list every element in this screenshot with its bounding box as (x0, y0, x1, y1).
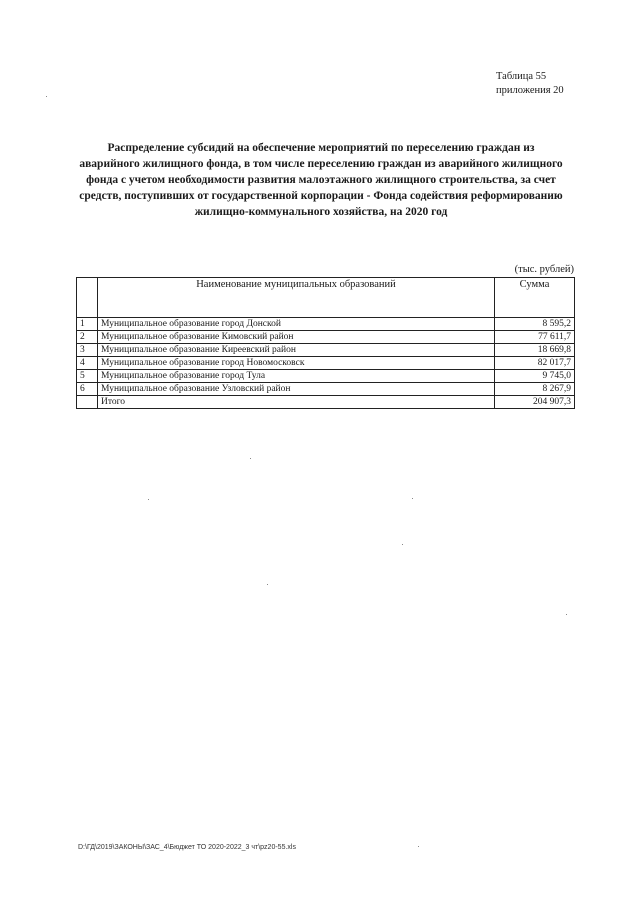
row-sum: 77 611,7 (495, 331, 575, 344)
table-row (77, 344, 575, 357)
table-row (77, 331, 575, 344)
scan-speck (148, 499, 149, 500)
row-number: 6 (77, 383, 98, 396)
scan-speck (250, 458, 251, 459)
scan-speck (566, 614, 567, 615)
row-sum: 9 745,0 (495, 370, 575, 383)
total-row (77, 396, 575, 409)
scan-speck (412, 498, 413, 499)
table-number: Таблица 55 (496, 71, 547, 82)
table-header-row (77, 278, 575, 318)
row-number: 5 (77, 370, 98, 383)
row-sum: 8 595,2 (495, 318, 575, 331)
row-number: 4 (77, 357, 98, 370)
table-row (77, 370, 575, 383)
file-path: D:\ГД\2019\ЗАКОНЫ\ЗАС_4\Бюджет ТО 2020-2022_3 чт\рz20-55.xls (78, 844, 296, 851)
row-number: 1 (77, 318, 98, 331)
document-title: Распределение субсидий на обеспечение мероприятий по переселению граждан из аварийного жилищного фонда, в том числе переселению граждан из аварийного жилищного фонда с учетом необходимости развития малоэтажного жилищного строительства, за счет средств, поступивших от государственной корпорации - Фонда содействия реформированию жилищно-коммунального хозяйства, на 2020 год (79, 142, 563, 218)
row-sum: 18 669,8 (495, 344, 575, 357)
scan-speck (46, 96, 47, 97)
table-row (77, 318, 575, 331)
total-sum: 204 907,3 (495, 396, 575, 409)
row-sum: 82 017,7 (495, 357, 575, 370)
column-header-sum: Сумма (495, 278, 575, 318)
appendix-label: приложения 20 (496, 85, 564, 96)
row-name: Муниципальное образование город Тула (98, 370, 495, 383)
row-number: 3 (77, 344, 98, 357)
row-name: Муниципальное образование город Донской (98, 318, 495, 331)
row-name: Муниципальное образование город Новомосковск (98, 357, 495, 370)
row-number: 2 (77, 331, 98, 344)
total-label: Итого (98, 396, 495, 409)
table-row (77, 383, 575, 396)
row-name: Муниципальное образование Узловский район (98, 383, 495, 396)
scan-speck (267, 584, 268, 585)
scan-speck (402, 544, 403, 545)
units-label: (тыс. рублей) (514, 264, 574, 275)
table-reference (496, 70, 564, 98)
row-name: Муниципальное образование Киреевский район (98, 344, 495, 357)
scan-speck (418, 846, 419, 847)
total-number-cell (77, 396, 98, 409)
distribution-table (76, 277, 575, 409)
column-header-number (77, 278, 98, 318)
table-row (77, 357, 575, 370)
row-name: Муниципальное образование Кимовский район (98, 331, 495, 344)
row-sum: 8 267,9 (495, 383, 575, 396)
column-header-name: Наименование муниципальных образований (98, 278, 495, 318)
